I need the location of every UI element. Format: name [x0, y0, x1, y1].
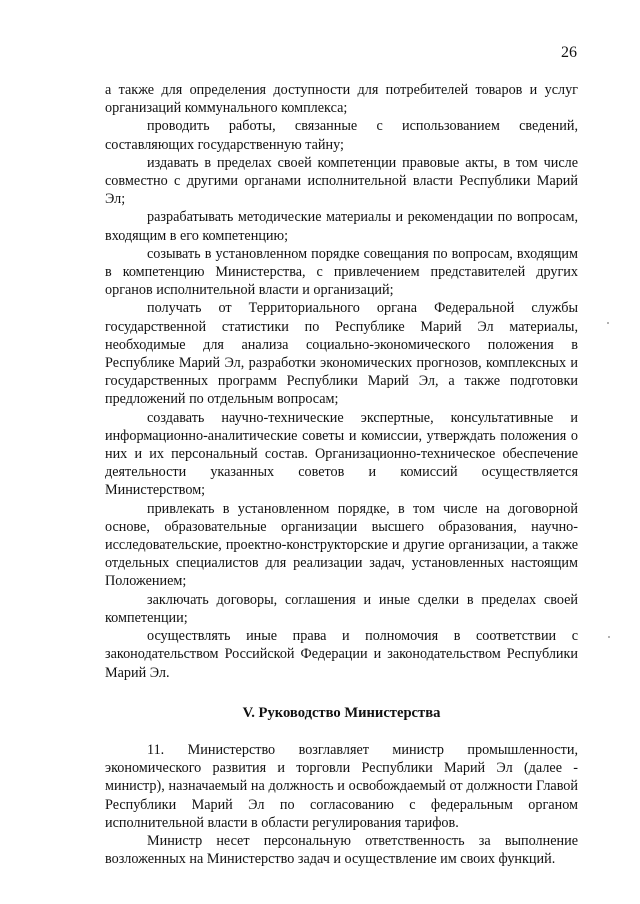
paragraph-councils: создавать научно-технические экспертные, консультативные и информационно-аналитические советы и комиссии, утверждать положения о них и их персональный состав. Организационно-техническое обеспечение деятельности указанных советов и комиссий осуществляется Министерством;	[105, 409, 578, 499]
paragraph-meetings: созывать в установленном порядке совещания по вопросам, входящим в компетенцию Министерства, с привлечением представителей других органов исполнительной власти и организаций;	[105, 245, 578, 299]
paragraph-contractors: привлекать в установленном порядке, в том числе на договорной основе, образовательные организации высшего образования, научно-исследовательские, проектно-конструкторские и другие организации, а также отдельных специалистов для реализации задач, установленных настоящим Положением;	[105, 500, 578, 590]
scan-speck	[608, 636, 610, 638]
paragraph-minister-responsibility: Министр несет персональную ответственность за выполнение возложенных на Министерство задач и осуществление им своих функций.	[105, 832, 578, 868]
paragraph-legal-acts: издавать в пределах своей компетенции правовые акты, в том числе совместно с другими органами исполнительной власти Республики Марий Эл;	[105, 154, 578, 208]
paragraph-accessibility: а также для определения доступности для потребителей товаров и услуг организаций коммунального комплекса;	[105, 82, 578, 117]
paragraph-methodical-materials: разрабатывать методические материалы и рекомендации по вопросам, входящим в его компетенцию;	[105, 209, 578, 244]
paragraph-contracts: заключать договоры, соглашения и иные сделки в пределах своей компетенции;	[105, 591, 578, 626]
paragraph-statistics: получать от Территориального органа Федеральной службы государственной статистики по Республике Марий Эл материалы, необходимые для анализа социально-экономического положения в Республике Марий Эл, разработки экономических прогнозов, комплексных и государственных программ Республики Марий Эл, а также подготовки предложений по отдельным вопросам;	[105, 300, 578, 408]
section-heading: V. Руководство Министерства	[242, 704, 441, 721]
document-body	[105, 81, 578, 868]
paragraph-minister-appointment: 11. Министерство возглавляет министр промышленности, экономического развития и торговли Республики Марий Эл (далее - министр), назначаемый на должность и освобождаемый от должности Главой Республики Марий Эл по согласованию с федеральным органом исполнительной власти в области регулирования тарифов.	[105, 741, 578, 831]
scan-speck	[607, 322, 609, 324]
paragraph-other-rights: осуществлять иные права и полномочия в соответствии с законодательством Российской Федерации и законодательством Республики Марий Эл.	[105, 628, 578, 681]
page-number: 26	[561, 44, 577, 61]
paragraph-state-secret: проводить работы, связанные с использованием сведений, составляющих государственную тайну;	[105, 118, 578, 153]
